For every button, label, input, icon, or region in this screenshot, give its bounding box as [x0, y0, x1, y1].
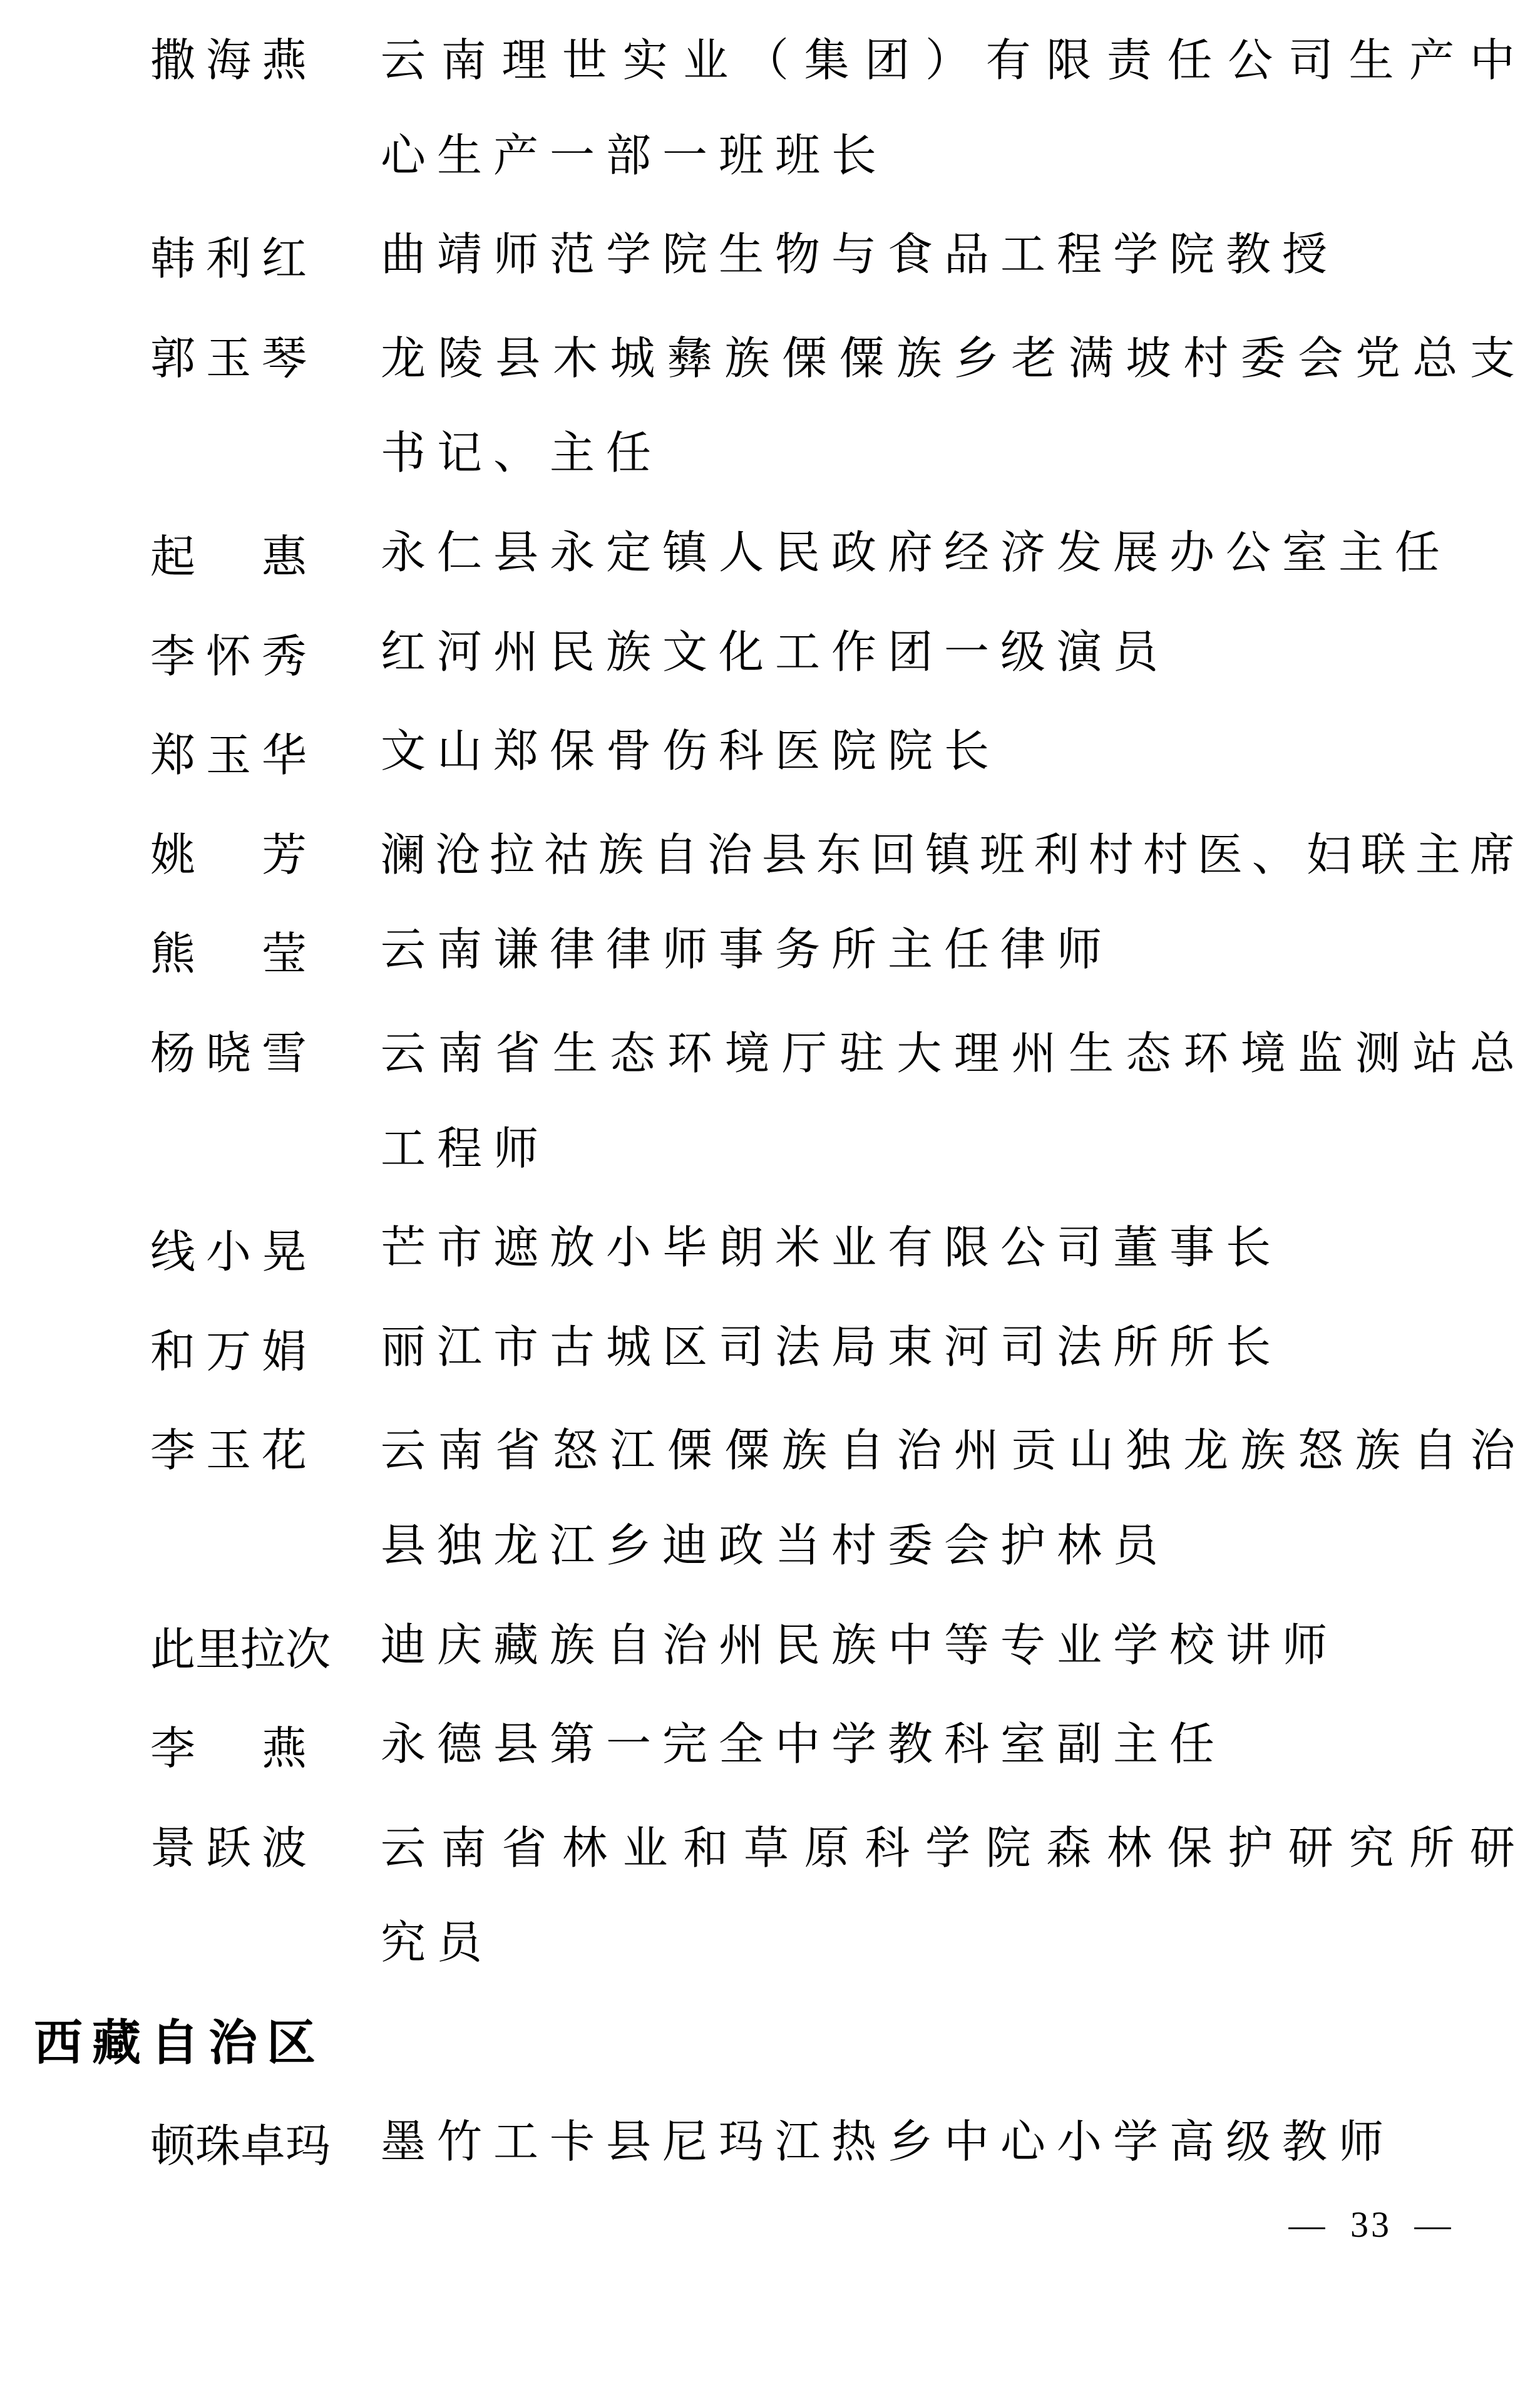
list-item-continuation — [0, 106, 1540, 206]
list-item — [0, 1794, 1540, 1894]
person-title-line: 龙 陵 县 木 城 彝 族 傈 僳 族 乡 老 满 坡 村 委 会 党 总 支 — [381, 334, 1515, 384]
person-title-line: 墨竹工卡县尼玛江热乡中心小学高级教师 — [381, 2117, 1395, 2167]
list-item — [0, 1596, 1540, 1696]
list-item — [0, 900, 1540, 1000]
person-title-line: 红河州民族文化工作团一级演员 — [381, 627, 1170, 678]
person-title-line: 书记、主任 — [381, 428, 663, 478]
list-item — [0, 1396, 1540, 1497]
list-item-continuation — [0, 1496, 1540, 1596]
person-title-line: 芒市遮放小毕朗米业有限公司董事长 — [381, 1223, 1283, 1273]
person-title-line: 云南谦律律师事务所主任律师 — [381, 925, 1114, 975]
list-item — [0, 205, 1540, 305]
list-item — [0, 602, 1540, 703]
list-item-continuation — [0, 1099, 1540, 1199]
person-name: 线 小 晃 — [150, 1227, 307, 1277]
list-item — [0, 503, 1540, 603]
person-name: 熊 莹 — [150, 929, 307, 979]
section-header-row — [0, 1993, 1540, 2093]
section-title: 西藏自治区 — [34, 2015, 326, 2070]
person-name: 杨 晓 雪 — [150, 1029, 307, 1079]
list-item — [0, 999, 1540, 1100]
person-name: 顿 珠 卓 玛 — [150, 2122, 331, 2172]
list-item — [0, 801, 1540, 901]
person-name: 撒 海 燕 — [150, 36, 307, 86]
person-title-line: 工程师 — [381, 1124, 550, 1174]
person-title-line: 究员 — [381, 1918, 494, 1968]
person-name: 李 燕 — [150, 1724, 307, 1774]
list-item — [0, 6, 1540, 106]
person-title-line: 永德县第一完全中学教科室副主任 — [381, 1719, 1226, 1770]
person-name: 景 跃 波 — [150, 1823, 307, 1874]
person-name: 韩 利 红 — [150, 234, 307, 284]
person-title-line: 心生产一部一班班长 — [381, 131, 888, 181]
person-title-line: 迪庆藏族自治州民族中等专业学校讲师 — [381, 1621, 1339, 1671]
list-item — [0, 2092, 1540, 2192]
person-name: 李 玉 花 — [150, 1426, 307, 1476]
person-name: 此 里 拉 次 — [150, 1625, 331, 1675]
person-name: 姚 芳 — [150, 830, 307, 880]
person-name: 郭 玉 琴 — [150, 334, 307, 384]
list-item-continuation — [0, 1893, 1540, 1993]
person-title-line: 云 南 省 怒 江 傈 僳 族 自 治 州 贡 山 独 龙 族 怒 族 自 治 — [381, 1426, 1515, 1476]
person-title-line: 澜 沧 拉 祜 族 自 治 县 东 回 镇 班 利 村 村 医 、 妇 联 主 席 — [381, 830, 1515, 880]
person-name: 郑 玉 华 — [150, 731, 307, 781]
person-title-line: 曲靖师范学院生物与食品工程学院教授 — [381, 230, 1339, 280]
person-name: 起 惠 — [150, 532, 307, 582]
list-item — [0, 1198, 1540, 1298]
person-title-line: 云 南 省 生 态 环 境 厅 驻 大 理 州 生 态 环 境 监 测 站 总 — [381, 1029, 1515, 1079]
list-item — [0, 304, 1540, 405]
list-item-continuation — [0, 403, 1540, 503]
list-item — [0, 1694, 1540, 1795]
person-title-line: 永仁县永定镇人民政府经济发展办公室主任 — [381, 528, 1452, 578]
list-item — [0, 701, 1540, 802]
page-number: — 33 — — [1288, 2204, 1454, 2245]
person-title-line: 云 南 理 世 实 业 （ 集 团 ） 有 限 责 任 公 司 生 产 中 — [381, 36, 1515, 86]
person-name: 和 万 娟 — [150, 1327, 307, 1377]
list-item — [0, 1297, 1540, 1398]
person-title-line: 县独龙江乡迪政当村委会护林员 — [381, 1521, 1170, 1571]
person-title-line: 文山郑保骨伤科医院院长 — [381, 726, 1001, 776]
person-title-line: 云 南 省 林 业 和 草 原 科 学 院 森 林 保 护 研 究 所 研 — [381, 1823, 1515, 1874]
person-title-line: 丽江市古城区司法局束河司法所所长 — [381, 1322, 1283, 1373]
person-name: 李 怀 秀 — [150, 632, 307, 682]
